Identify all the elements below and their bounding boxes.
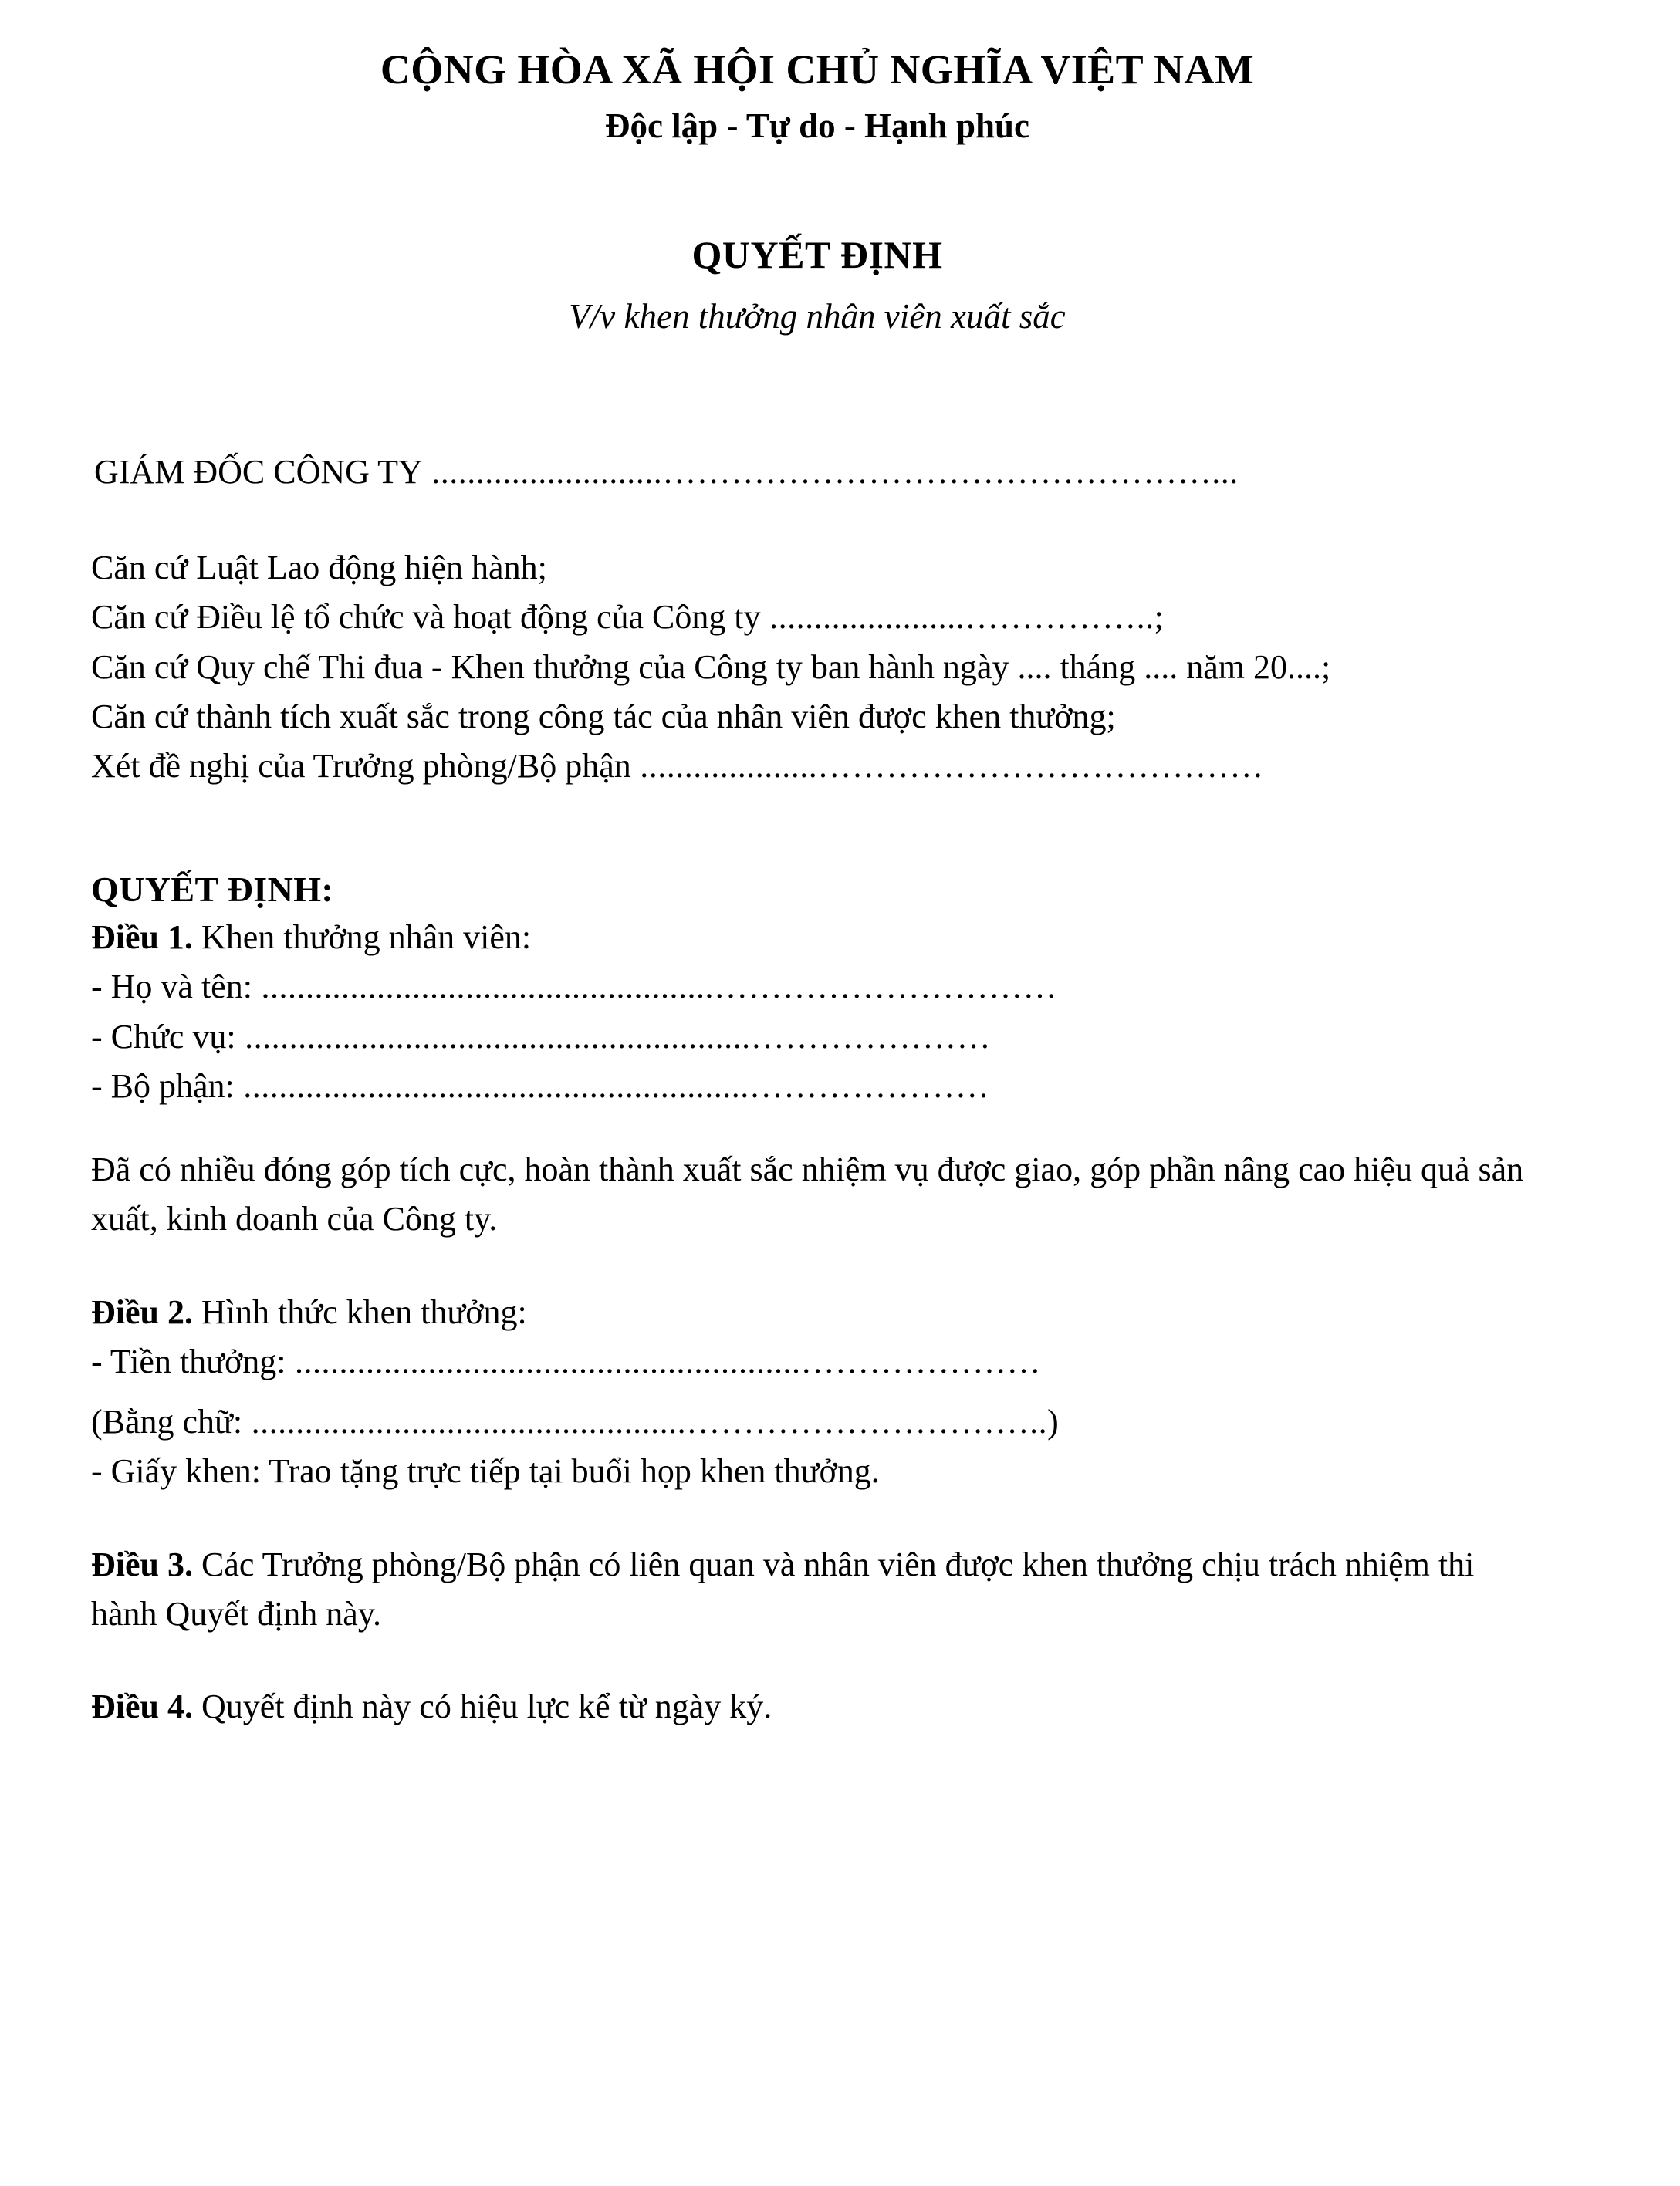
article-2-label: Điều 2.	[91, 1292, 193, 1331]
article-3-label: Điều 3.	[91, 1545, 193, 1583]
document-body	[91, 448, 1543, 1732]
article-3	[91, 1540, 1543, 1639]
resolution-heading: QUYẾT ĐỊNH:	[91, 870, 334, 910]
basis-charter-label: Căn cứ Điều lệ tổ chức và hoạt động của Công ty	[91, 598, 761, 637]
spacer-before-article-2	[91, 1245, 1543, 1288]
article-1-text: Khen thưởng nhân viên:	[193, 918, 532, 957]
article-1	[91, 913, 1543, 962]
field-position-dot-leader: .........................................................…………………	[235, 1017, 992, 1056]
issuer-dot-leader: ..........................…………………………………………...	[422, 452, 1239, 491]
field-full-name-label: - Họ và tên:	[91, 968, 252, 1006]
article-4-label: Điều 4.	[91, 1688, 193, 1725]
article-3-text: Các Trưởng phòng/Bộ phận có liên quan và nhân viên được khen thưởng chịu trách nhiệm thi hành Quyết định này.	[91, 1545, 1475, 1633]
field-certificate: - Giấy khen: Trao tặng trực tiếp tại buổi họp khen thưởng.	[91, 1452, 880, 1491]
article-1-paragraph: Đã có nhiều đóng góp tích cực, hoàn thành xuất sắc nhiệm vụ được giao, góp phần nâng cao hiệu quả sản xuất, kinh doanh của Công ty.	[91, 1150, 1524, 1238]
legal-basis-block	[91, 543, 1543, 791]
basis-line-regulation: Căn cứ Quy chế Thi đua - Khen thưởng của Công ty ban hành ngày .... tháng .... năm 20....;	[91, 647, 1331, 686]
national-motto: Độc lập - Tự do - Hạnh phúc	[604, 106, 1030, 145]
spacer-after-article-1-fields	[91, 1111, 1543, 1145]
decision-title-block	[91, 231, 1543, 338]
field-position-label: - Chức vụ:	[91, 1017, 236, 1056]
field-amount-in-words-dot-leader: .................................................…………………………..)	[242, 1403, 1060, 1441]
basis-line-achievement: Căn cứ thành tích xuất sắc trong công tác của nhân viên được khen thưởng;	[91, 697, 1116, 735]
field-amount-in-words	[91, 1397, 1543, 1447]
basis-line-proposal	[91, 742, 1543, 791]
basis-charter-dot-leader: ......................……………..;	[760, 598, 1165, 637]
basis-line-labor-law: Căn cứ Luật Lao động hiện hành;	[91, 549, 547, 587]
spacer-before-article-3	[91, 1497, 1543, 1540]
field-position	[91, 1012, 1543, 1062]
country-name: CỘNG HÒA XÃ HỘI CHỦ NGHĨA VIỆT NAM	[380, 46, 1255, 93]
decision-title: QUYẾT ĐỊNH	[691, 233, 943, 277]
spacer-before-article-4	[91, 1639, 1543, 1682]
article-4	[91, 1682, 1543, 1732]
field-bonus-amount	[91, 1337, 1543, 1387]
field-department-label: - Bộ phận:	[91, 1066, 235, 1105]
article-2-text: Hình thức khen thưởng:	[193, 1292, 527, 1331]
basis-proposal-dot-leader: ....................…………………………………	[630, 747, 1264, 786]
field-department	[91, 1062, 1543, 1111]
field-amount-in-words-label: (Bằng chữ:	[91, 1403, 243, 1441]
field-department-dot-leader: .........................................................…………………	[234, 1066, 990, 1105]
national-heading	[91, 45, 1543, 148]
field-bonus-amount-label: - Tiền thưởng:	[91, 1342, 286, 1380]
field-bonus-amount-dot-leader: .........................................................…………………	[286, 1342, 1042, 1380]
spacer-before-amount-in-words	[91, 1387, 1543, 1397]
issuer-label: GIÁM ĐỐC CÔNG TY	[94, 452, 423, 491]
resolution-block	[91, 867, 1543, 1732]
basis-line-charter	[91, 593, 1543, 642]
article-4-text: Quyết định này có hiệu lực kể từ ngày ký.	[193, 1688, 772, 1725]
decision-subtitle: V/v khen thưởng nhân viên xuất sắc	[569, 297, 1066, 336]
field-full-name-dot-leader: ...................................................…………………………	[252, 968, 1057, 1006]
article-1-label: Điều 1.	[91, 918, 193, 957]
field-full-name	[91, 962, 1543, 1012]
basis-proposal-label: Xét đề nghị của Trưởng phòng/Bộ phận	[91, 747, 631, 786]
article-2	[91, 1288, 1543, 1337]
issuer-line	[91, 448, 1543, 496]
